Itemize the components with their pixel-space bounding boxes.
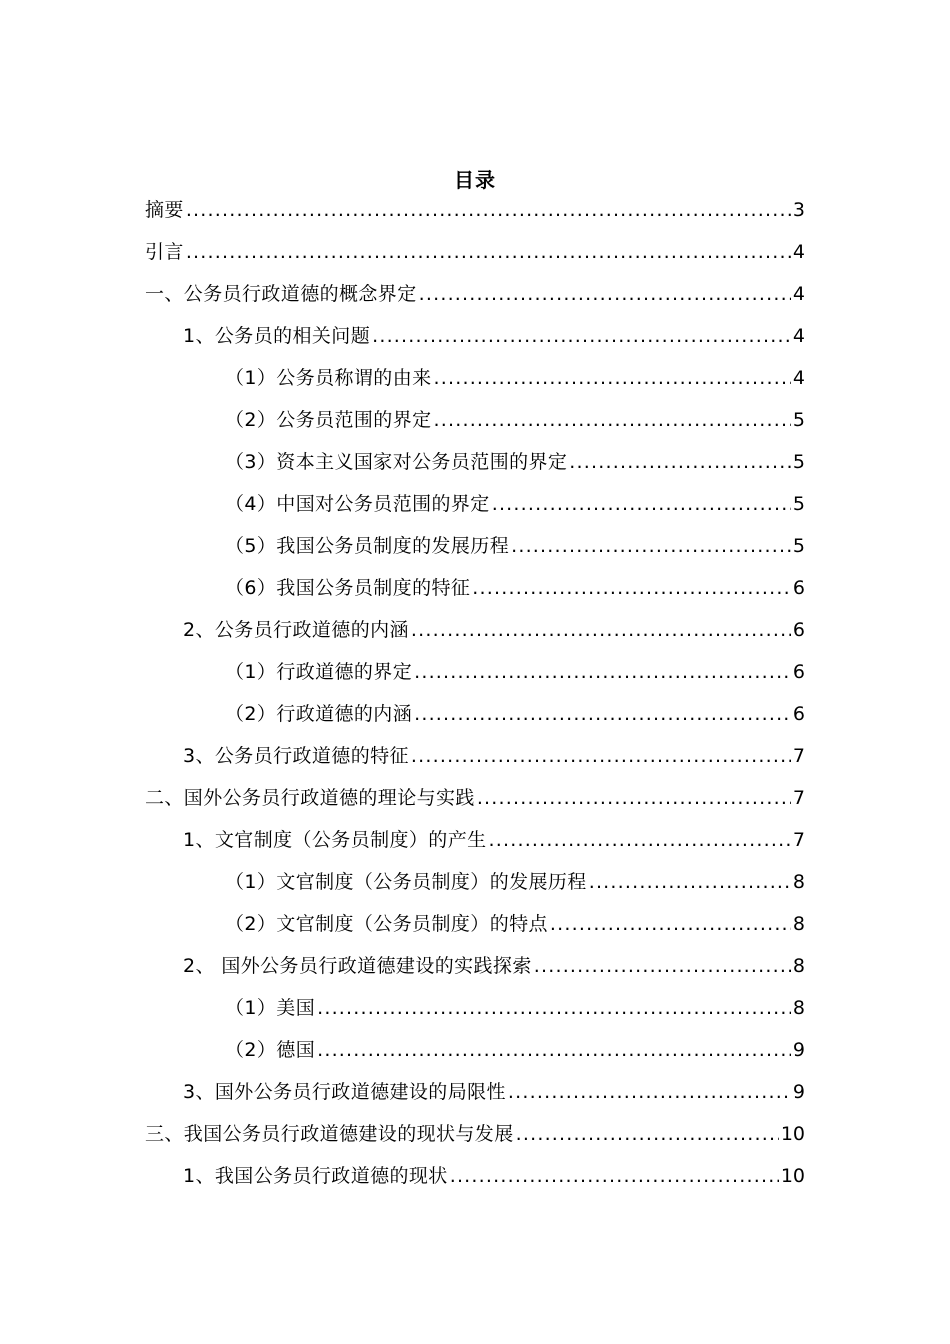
- toc-dot-leader: [492, 490, 791, 518]
- toc-entry-page-number: 7: [792, 745, 805, 767]
- toc-entry[interactable]: [145, 1036, 805, 1078]
- toc-dot-leader: [489, 826, 791, 854]
- toc-entry-page-number: 10: [780, 1165, 805, 1187]
- toc-dot-leader: [516, 1120, 779, 1148]
- toc-dot-leader: [186, 196, 791, 224]
- toc-entry[interactable]: [145, 742, 805, 784]
- toc-dot-leader: [508, 1078, 791, 1106]
- toc-entry[interactable]: [145, 952, 805, 994]
- toc-entry[interactable]: [145, 826, 805, 868]
- toc-entry-label: （4）中国对公务员范围的界定: [225, 493, 490, 515]
- toc-entry[interactable]: [145, 490, 805, 532]
- toc-entry-label: 2、 国外公务员行政道德建设的实践探索: [183, 955, 532, 977]
- toc-entry-page-number: 6: [792, 703, 805, 725]
- toc-entry[interactable]: [145, 1078, 805, 1120]
- toc-entry-page-number: 5: [792, 409, 805, 431]
- toc-entry[interactable]: [145, 1162, 805, 1204]
- toc-entry[interactable]: [145, 910, 805, 952]
- toc-entry-label: 二、国外公务员行政道德的理论与实践: [145, 787, 475, 809]
- toc-entry-label: （2）德国: [225, 1039, 316, 1061]
- toc-entry-label: 引言: [145, 241, 184, 263]
- toc-entry-page-number: 8: [792, 871, 805, 893]
- toc-dot-leader: [317, 1036, 791, 1064]
- toc-dot-leader: [414, 658, 791, 686]
- toc-entry-label: （2）公务员范围的界定: [225, 409, 432, 431]
- toc-entry-label: 1、文官制度（公务员制度）的产生: [183, 829, 487, 851]
- toc-entry[interactable]: [145, 658, 805, 700]
- toc-entry-page-number: 4: [792, 241, 805, 263]
- toc-entry[interactable]: [145, 994, 805, 1036]
- toc-entry-page-number: 5: [792, 493, 805, 515]
- toc-entry-page-number: 8: [792, 955, 805, 977]
- toc-entry-label: （1）美国: [225, 997, 316, 1019]
- toc-entry-label: （2）行政道德的内涵: [225, 703, 413, 725]
- toc-dot-leader: [317, 994, 791, 1022]
- toc-entry-label: 2、公务员行政道德的内涵: [183, 619, 409, 641]
- toc-entry[interactable]: [145, 364, 805, 406]
- toc-entry-label: 三、我国公务员行政道德建设的现状与发展: [145, 1123, 514, 1145]
- toc-entry-label: （1）公务员称谓的由来: [225, 367, 432, 389]
- toc-entry-page-number: 8: [792, 997, 805, 1019]
- toc-dot-leader: [411, 742, 791, 770]
- toc-dot-leader: [450, 1162, 779, 1190]
- toc-dot-leader: [414, 700, 791, 728]
- toc-dot-leader: [589, 868, 791, 896]
- toc-entry-label: （2）文官制度（公务员制度）的特点: [225, 913, 548, 935]
- toc-entry-label: （6）我国公务员制度的特征: [225, 577, 471, 599]
- toc-entry-page-number: 3: [792, 199, 805, 221]
- toc-dot-leader: [372, 322, 791, 350]
- toc-dot-leader: [534, 952, 791, 980]
- toc-entry[interactable]: [145, 196, 805, 238]
- toc-entry-label: 一、公务员行政道德的概念界定: [145, 283, 417, 305]
- toc-entry-page-number: 9: [792, 1039, 805, 1061]
- toc-entry-label: 3、公务员行政道德的特征: [183, 745, 409, 767]
- toc-entry[interactable]: [145, 574, 805, 616]
- toc-title: 目录: [454, 168, 496, 192]
- toc-entry-page-number: 5: [792, 451, 805, 473]
- toc-dot-leader: [419, 280, 791, 308]
- toc-dot-leader: [186, 238, 791, 266]
- toc-entry-page-number: 7: [792, 829, 805, 851]
- toc-entry-label: （1）行政道德的界定: [225, 661, 413, 683]
- toc-entry-page-number: 5: [792, 535, 805, 557]
- toc-entry-page-number: 4: [792, 367, 805, 389]
- toc-entry-page-number: 6: [792, 661, 805, 683]
- toc-entry-label: 1、公务员的相关问题: [183, 325, 371, 347]
- toc-entry[interactable]: [145, 280, 805, 322]
- toc-entry-page-number: 10: [780, 1123, 805, 1145]
- toc-entry[interactable]: [145, 784, 805, 826]
- toc-entry-page-number: 7: [792, 787, 805, 809]
- toc-entry-label: （1）文官制度（公务员制度）的发展历程: [225, 871, 587, 893]
- toc-dot-leader: [477, 784, 791, 812]
- toc-dot-leader: [569, 448, 791, 476]
- toc-entry-page-number: 4: [792, 325, 805, 347]
- toc-dot-leader: [434, 364, 791, 392]
- toc-entry-page-number: 4: [792, 283, 805, 305]
- toc-entry-page-number: 6: [792, 577, 805, 599]
- toc-entry-label: 摘要: [145, 199, 184, 221]
- toc-entry-page-number: 8: [792, 913, 805, 935]
- toc-entry[interactable]: [145, 406, 805, 448]
- toc-entry[interactable]: [145, 322, 805, 364]
- toc-dot-leader: [550, 910, 791, 938]
- toc-entry[interactable]: [145, 616, 805, 658]
- table-of-contents: [145, 196, 805, 1204]
- toc-entry-label: 1、我国公务员行政道德的现状: [183, 1165, 448, 1187]
- toc-dot-leader: [472, 574, 791, 602]
- toc-entry-label: （5）我国公务员制度的发展历程: [225, 535, 510, 557]
- toc-entry[interactable]: [145, 1120, 805, 1162]
- toc-dot-leader: [511, 532, 791, 560]
- toc-entry-label: （3）资本主义国家对公务员范围的界定: [225, 451, 568, 473]
- toc-entry-label: 3、国外公务员行政道德建设的局限性: [183, 1081, 506, 1103]
- toc-dot-leader: [434, 406, 791, 434]
- toc-entry[interactable]: [145, 700, 805, 742]
- toc-entry[interactable]: [145, 448, 805, 490]
- toc-entry[interactable]: [145, 532, 805, 574]
- toc-entry[interactable]: [145, 868, 805, 910]
- toc-dot-leader: [411, 616, 791, 644]
- toc-entry[interactable]: [145, 238, 805, 280]
- toc-entry-page-number: 9: [792, 1081, 805, 1103]
- toc-entry-page-number: 6: [792, 619, 805, 641]
